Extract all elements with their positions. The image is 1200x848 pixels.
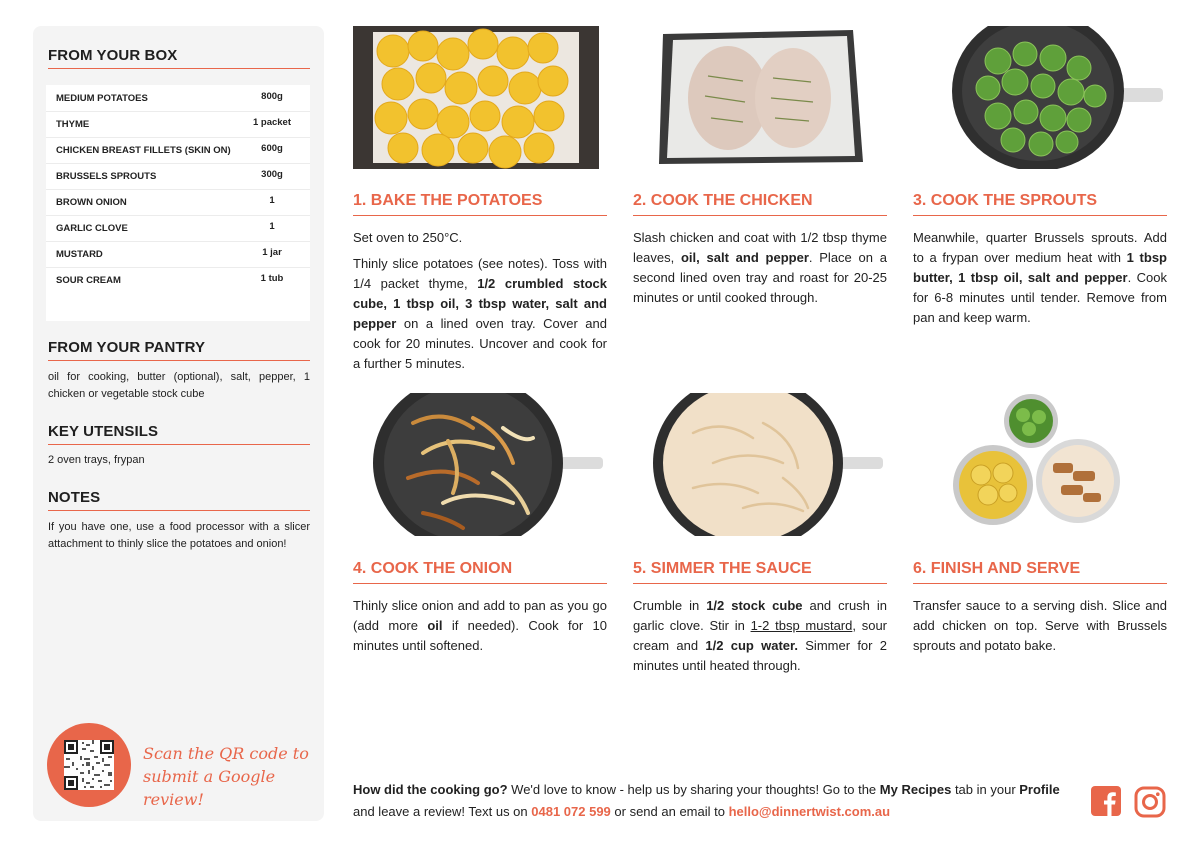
text-run: Slash chicken and coat with 1/2 tbsp thyme leaves, bbox=[633, 230, 887, 265]
step-5-text bbox=[633, 596, 887, 676]
pantry-heading: FROM YOUR PANTRY bbox=[48, 339, 310, 361]
text-run: or send an email to bbox=[610, 804, 729, 819]
text-run: Thinly slice potatoes (see notes). Toss with 1/4 packet thyme, bbox=[353, 256, 607, 291]
table-row bbox=[46, 137, 310, 164]
ingredient-qty: 800g bbox=[261, 91, 283, 102]
step-6-text: Transfer sauce to a serving dish. Slice and add chicken on top. Serve with Brussels sprouts and potato bake. bbox=[913, 598, 1167, 653]
text-run: on a lined oven tray. Cover and cook for 20 minutes. Uncover and cook for a further 5 minutes. bbox=[353, 316, 607, 371]
text-run: My Recipes bbox=[879, 782, 952, 797]
text-run: 1/2 stock cube bbox=[706, 598, 803, 613]
text-run: and leave a review! Text us on bbox=[353, 804, 532, 819]
ingredient-qty: 300g bbox=[261, 169, 283, 180]
photo-serve bbox=[913, 393, 1167, 536]
step-3-heading: 3. COOK THE SPROUTS bbox=[913, 192, 1167, 216]
step-1-text-1: Set oven to 250°C. bbox=[353, 230, 463, 245]
pantry-text: oil for cooking, butter (optional), salt, pepper, 1 chicken or vegetable stock cube bbox=[48, 371, 310, 400]
qr-caption-line2: submit a Google review! bbox=[143, 767, 276, 809]
text-run: Simmer for 2 minutes until heated through. bbox=[633, 638, 887, 673]
photo-sprouts bbox=[913, 26, 1167, 169]
step-1-text-2 bbox=[353, 254, 607, 374]
ingredient-qty: 1 packet bbox=[252, 117, 292, 128]
ingredient-qty: 600g bbox=[261, 143, 283, 154]
ingredient-qty: 1 jar bbox=[262, 247, 282, 258]
text-run: if needed). Cook for 10 minutes until softened. bbox=[353, 618, 607, 653]
table-row bbox=[46, 85, 310, 112]
notes-text: If you have one, use a food processor with a slicer attachment to thinly slice the potatoes and onion! bbox=[48, 521, 310, 550]
from-your-box-heading: FROM YOUR BOX bbox=[48, 47, 310, 69]
text-run: tab in your bbox=[951, 782, 1020, 797]
text-run: oil, salt and pepper bbox=[680, 250, 809, 265]
ingredient-name: GARLIC CLOVE bbox=[56, 223, 128, 234]
text-run: . Cook for 6-8 minutes until tender. Remove from pan and keep warm. bbox=[913, 270, 1167, 325]
utensils-text: 2 oven trays, frypan bbox=[48, 454, 145, 466]
table-row bbox=[46, 215, 310, 242]
table-row bbox=[46, 111, 310, 138]
ingredient-name: BROWN ONION bbox=[56, 197, 127, 208]
text-run: We'd love to know - help us by sharing your thoughts! Go to the bbox=[507, 782, 880, 797]
qr-caption-line1: Scan the QR code to bbox=[143, 744, 309, 763]
step-2-heading: 2. COOK THE CHICKEN bbox=[633, 192, 887, 216]
ingredients-table bbox=[46, 85, 310, 321]
text-run: hello@dinnertwist.com.au bbox=[728, 804, 891, 819]
text-run: Meanwhile, quarter Brussels sprouts. Add to a frypan over medium heat with bbox=[913, 230, 1167, 265]
ingredient-name: MUSTARD bbox=[56, 249, 103, 260]
table-row bbox=[46, 189, 310, 216]
text-run: 1/2 crumbled stock cube, 1 tbsp oil, 3 tbsp water, salt and pepper bbox=[353, 276, 607, 331]
text-run: , sour cream and bbox=[633, 618, 888, 653]
table-row bbox=[46, 163, 310, 190]
step-4-heading: 4. COOK THE ONION bbox=[353, 560, 607, 584]
instagram-icon[interactable] bbox=[1134, 786, 1164, 816]
step-1-heading: 1. BAKE THE POTATOES bbox=[353, 192, 607, 216]
utensils-heading: KEY UTENSILS bbox=[48, 423, 310, 445]
step-3-text bbox=[913, 228, 1167, 328]
facebook-icon[interactable] bbox=[1091, 786, 1121, 816]
text-run: 1-2 tbsp mustard bbox=[750, 618, 853, 633]
text-run: Thinly slice onion and add to pan as you go (add more bbox=[353, 598, 607, 633]
photo-sauce bbox=[633, 393, 887, 536]
ingredient-qty: 1 bbox=[269, 221, 275, 232]
text-run: 1/2 cup water. bbox=[705, 638, 798, 653]
qr-code[interactable] bbox=[64, 740, 114, 790]
step-4-text bbox=[353, 596, 607, 656]
photo-chicken bbox=[633, 26, 887, 169]
text-run: How did the cooking go? bbox=[353, 782, 508, 797]
qr-badge bbox=[47, 723, 131, 807]
ingredient-name: SOUR CREAM bbox=[56, 275, 121, 286]
text-run: . Place on a second lined oven tray and roast for 20-25 minutes or until cooked through. bbox=[633, 250, 888, 305]
step-5-heading: 5. SIMMER THE SAUCE bbox=[633, 560, 887, 584]
photo-potatoes bbox=[353, 26, 599, 169]
ingredient-qty: 1 bbox=[269, 195, 275, 206]
table-row bbox=[46, 241, 310, 268]
photo-onion bbox=[353, 393, 607, 536]
footer-review-text bbox=[353, 779, 1073, 823]
sidebar bbox=[33, 26, 324, 821]
ingredient-name: BRUSSELS SPROUTS bbox=[56, 171, 157, 182]
ingredient-qty: 1 tub bbox=[260, 273, 284, 284]
ingredient-name: THYME bbox=[56, 119, 90, 130]
step-6-heading: 6. FINISH AND SERVE bbox=[913, 560, 1167, 584]
qr-caption bbox=[143, 742, 313, 811]
notes-heading: NOTES bbox=[48, 489, 310, 511]
text-run: Profile bbox=[1019, 782, 1060, 797]
text-run: and crush in garlic clove. Stir in bbox=[633, 598, 887, 633]
table-row bbox=[46, 267, 310, 293]
ingredient-name: CHICKEN BREAST FILLETS (SKIN ON) bbox=[56, 145, 231, 156]
text-run: 0481 072 599 bbox=[531, 804, 611, 819]
text-run: 1 tbsp butter, 1 tbsp oil, salt and pepper bbox=[913, 250, 1167, 285]
text-run: oil bbox=[427, 618, 443, 633]
ingredient-name: MEDIUM POTATOES bbox=[56, 93, 148, 104]
text-run: Crumble in bbox=[633, 598, 707, 613]
step-2-text bbox=[633, 228, 887, 308]
